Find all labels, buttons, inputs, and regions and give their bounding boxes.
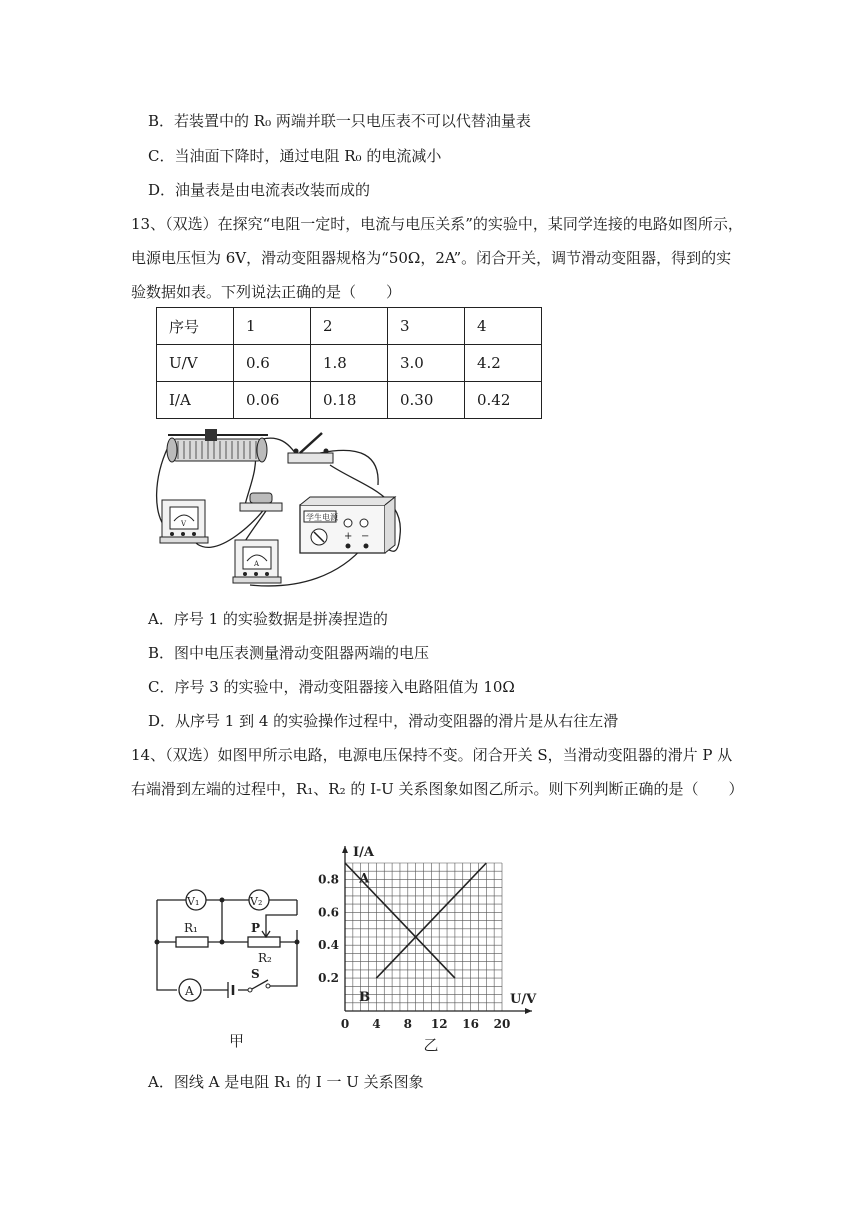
x-axis-label: U/V [510,992,537,1007]
table-row [157,308,542,345]
resistor-r1 [176,937,208,947]
voltmeter-v1 [186,890,206,910]
q14-option-a: A．图线 A 是电阻 R₁ 的 I 一 U 关系图象 [148,1073,424,1091]
y-tick-label: 0.2 [318,971,339,986]
v1-label: V₁ [187,895,200,908]
y-tick-label: 0.8 [318,872,339,887]
q12-option-c: C．当油面下降时，通过电阻 R₀ 的电流减小 [148,147,442,165]
q14-iu-chart [315,838,550,1063]
p-label: P [251,921,261,935]
table-cell: 0.30 [388,382,465,419]
table-cell: 0.42 [465,382,542,419]
table-cell: 4.2 [465,345,542,382]
x-tick-label: 20 [493,1017,511,1031]
q13-option-c: C．序号 3 的实验中，滑动变阻器接入电路阻值为 10Ω [148,678,515,696]
table-row [157,382,542,419]
y-axis-arrow-icon [342,846,348,853]
power-supply-label: 学生电源 [306,513,338,522]
table-cell: 0.06 [234,382,311,419]
q12-option-b: B．若装置中的 R₀ 两端并联一只电压表不可以代替油量表 [148,112,531,130]
table-cell: 序号 [157,308,234,345]
power-supply-figure [300,497,395,553]
q13-stem-line1: 13、（双选）在探究“电阻一定时，电流与电压关系”的实验中，某同学连接的电路如图所示， [131,215,743,233]
y-tick-label: 0.4 [318,938,339,953]
x-axis-arrow-icon [525,1008,532,1014]
table-cell: I/A [157,382,234,419]
figure-caption-yi: 乙 [423,1036,439,1054]
y-axis-label: I/A [353,845,374,860]
table-cell: 0.6 [234,345,311,382]
figure-caption-jia: 甲 [229,1032,245,1050]
table-cell: 3 [388,308,465,345]
q13-stem-line3: 验数据如表。下列说法正确的是（ ） [131,283,402,301]
ammeter-figure [233,540,281,583]
voltmeter-figure [160,500,208,543]
svg-text:V: V [181,520,187,528]
r2-label: R₂ [258,951,272,965]
q14-stem-line1: 14、（双选）如图甲所示电路，电源电压保持不变。闭合开关 S，当滑动变阻器的滑片 P 从 [131,746,733,764]
svg-text:A: A [254,560,260,568]
table-cell: U/V [157,345,234,382]
table-row [157,345,542,382]
switch-figure [288,433,333,463]
r1-label: R₁ [184,921,198,935]
q14-stem-line2: 右端滑到左端的过程中，R₁、R₂ 的 I-U 关系图象如图乙所示。则下列判断正确的是（ ） [131,780,744,798]
rheostat-figure [167,429,268,462]
q13-option-d: D．从序号 1 到 4 的实验操作过程中，滑动变阻器的滑片是从右往左滑 [148,712,619,730]
q13-option-a: A．序号 1 的实验数据是拼凑捏造的 [148,610,388,628]
switch-s [248,967,270,992]
x-tick-label: 4 [372,1017,381,1031]
series-label-b: B [359,990,371,1006]
q13-apparatus-figure [150,425,410,595]
q13-data-table [156,307,542,419]
table-cell: 2 [311,308,388,345]
svg-text:+: + [344,531,353,542]
rheostat-r2 [248,937,280,947]
x-tick-label: 8 [403,1017,412,1031]
x-tick-label: 0 [340,1017,350,1031]
x-tick-label: 12 [430,1017,448,1031]
q13-stem-line2: 电源电压恒为 6V，滑动变阻器规格为“50Ω，2A”。闭合开关，调节滑动变阻器，得到的实 [131,249,732,267]
q13-option-b: B．图中电压表测量滑动变阻器两端的电压 [148,644,430,662]
svg-text:−: − [361,531,370,542]
ammeter-a [179,979,201,1001]
table-cell: 0.18 [311,382,388,419]
table-cell: 1.8 [311,345,388,382]
voltmeter-v2 [249,890,269,910]
y-tick-label: 0.6 [318,905,339,920]
series-label-a: A [359,871,370,887]
battery-icon [228,982,233,998]
table-cell: 1 [234,308,311,345]
q14-circuit-diagram [140,880,310,1060]
table-cell: 3.0 [388,345,465,382]
q12-option-d: D．油量表是由电流表改装而成的 [148,181,371,199]
table-cell: 4 [465,308,542,345]
chart-ticks [318,872,510,1031]
v2-label: V₂ [250,895,263,908]
s-label: S [251,967,260,981]
x-tick-label: 16 [462,1017,479,1031]
a-label: A [185,984,194,998]
